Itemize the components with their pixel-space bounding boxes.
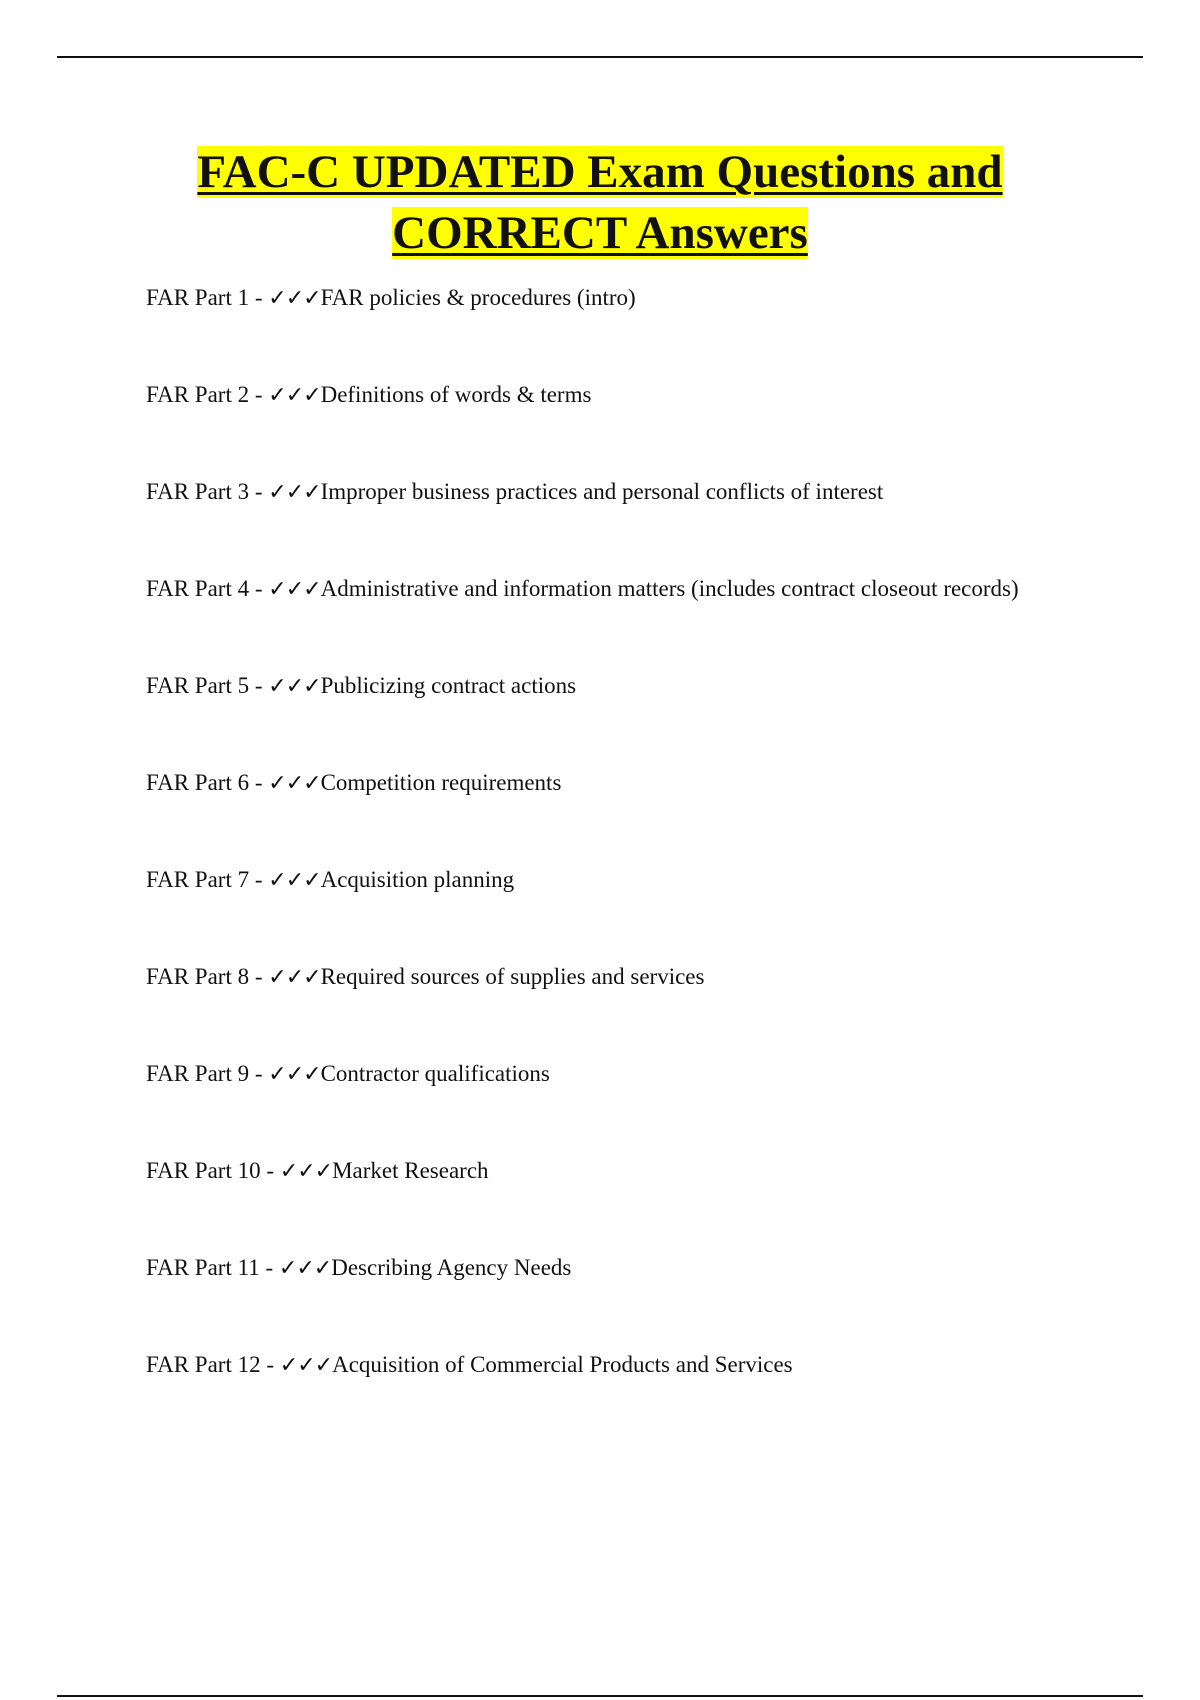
entry-answer: Acquisition of Commercial Products and Services (332, 1352, 793, 1377)
checkmark-icon: ✓✓✓ (268, 286, 321, 311)
checkmark-icon: ✓✓✓ (268, 674, 321, 699)
entry-term: FAR Part 8 (146, 964, 250, 989)
checkmark-icon: ✓✓✓ (279, 1159, 333, 1184)
entry-separator: - (249, 867, 269, 892)
entry-term: FAR Part 7 (146, 867, 250, 892)
checkmark-icon: ✓✓✓ (278, 1256, 332, 1281)
entry-term: FAR Part 4 (146, 576, 250, 601)
entry-answer: Competition requirements (320, 770, 562, 795)
top-divider (57, 56, 1143, 58)
entry-answer: Improper business practices and personal conflicts of interest (320, 479, 884, 504)
entry-separator: - (249, 576, 269, 601)
entry-separator: - (249, 770, 269, 795)
entry-term: FAR Part 10 (146, 1158, 261, 1183)
checkmark-icon: ✓✓✓ (268, 965, 321, 990)
entry-answer: FAR policies & procedures (intro) (320, 285, 636, 310)
title-line-2: CORRECT Answers (392, 207, 808, 259)
checkmark-icon: ✓✓✓ (268, 868, 321, 893)
qa-entry (146, 669, 1146, 766)
entry-separator: - (249, 285, 269, 310)
entry-term: FAR Part 1 (146, 285, 250, 310)
qa-entry (146, 572, 1146, 669)
qa-entry (146, 766, 1146, 863)
entry-separator: - (249, 479, 269, 504)
checkmark-icon: ✓✓✓ (268, 480, 321, 505)
entry-separator: - (249, 673, 269, 698)
entry-separator: - (260, 1352, 280, 1377)
entry-separator: - (249, 1061, 269, 1086)
checkmark-icon: ✓✓✓ (268, 1062, 321, 1087)
entry-answer: Definitions of words & terms (320, 382, 592, 407)
entry-separator: - (260, 1158, 280, 1183)
title-line-1: FAC-C UPDATED Exam Questions and (197, 146, 1003, 198)
qa-entry (146, 960, 1146, 1057)
qa-entry (146, 1154, 1146, 1251)
entry-separator: - (249, 382, 269, 407)
entry-term: FAR Part 12 (146, 1352, 261, 1377)
entry-answer: Publicizing contract actions (320, 673, 577, 698)
entry-answer: Market Research (332, 1158, 489, 1183)
entry-answer: Acquisition planning (320, 867, 515, 892)
qa-list (146, 281, 1146, 1445)
entry-term: FAR Part 5 (146, 673, 250, 698)
checkmark-icon: ✓✓✓ (279, 1353, 333, 1378)
qa-entry (146, 1251, 1146, 1348)
entry-separator: - (259, 1255, 279, 1280)
checkmark-icon: ✓✓✓ (268, 771, 321, 796)
entry-term: FAR Part 9 (146, 1061, 250, 1086)
checkmark-icon: ✓✓✓ (268, 383, 321, 408)
entry-term: FAR Part 3 (146, 479, 250, 504)
checkmark-icon: ✓✓✓ (268, 577, 321, 602)
qa-entry (146, 475, 1146, 572)
entry-answer: Administrative and information matters (includes contract closeout records) (320, 576, 1019, 601)
entry-term: FAR Part 2 (146, 382, 250, 407)
qa-entry (146, 863, 1146, 960)
entry-separator: - (249, 964, 269, 989)
bottom-divider (57, 1695, 1143, 1697)
qa-entry (146, 1348, 1146, 1445)
entry-answer: Describing Agency Needs (331, 1255, 572, 1280)
qa-entry (146, 281, 1146, 378)
entry-answer: Contractor qualifications (320, 1061, 550, 1086)
document-title (0, 142, 1200, 264)
entry-term: FAR Part 6 (146, 770, 250, 795)
entry-term: FAR Part 11 (146, 1255, 260, 1280)
qa-entry (146, 378, 1146, 475)
entry-answer: Required sources of supplies and services (320, 964, 705, 989)
qa-entry (146, 1057, 1146, 1154)
